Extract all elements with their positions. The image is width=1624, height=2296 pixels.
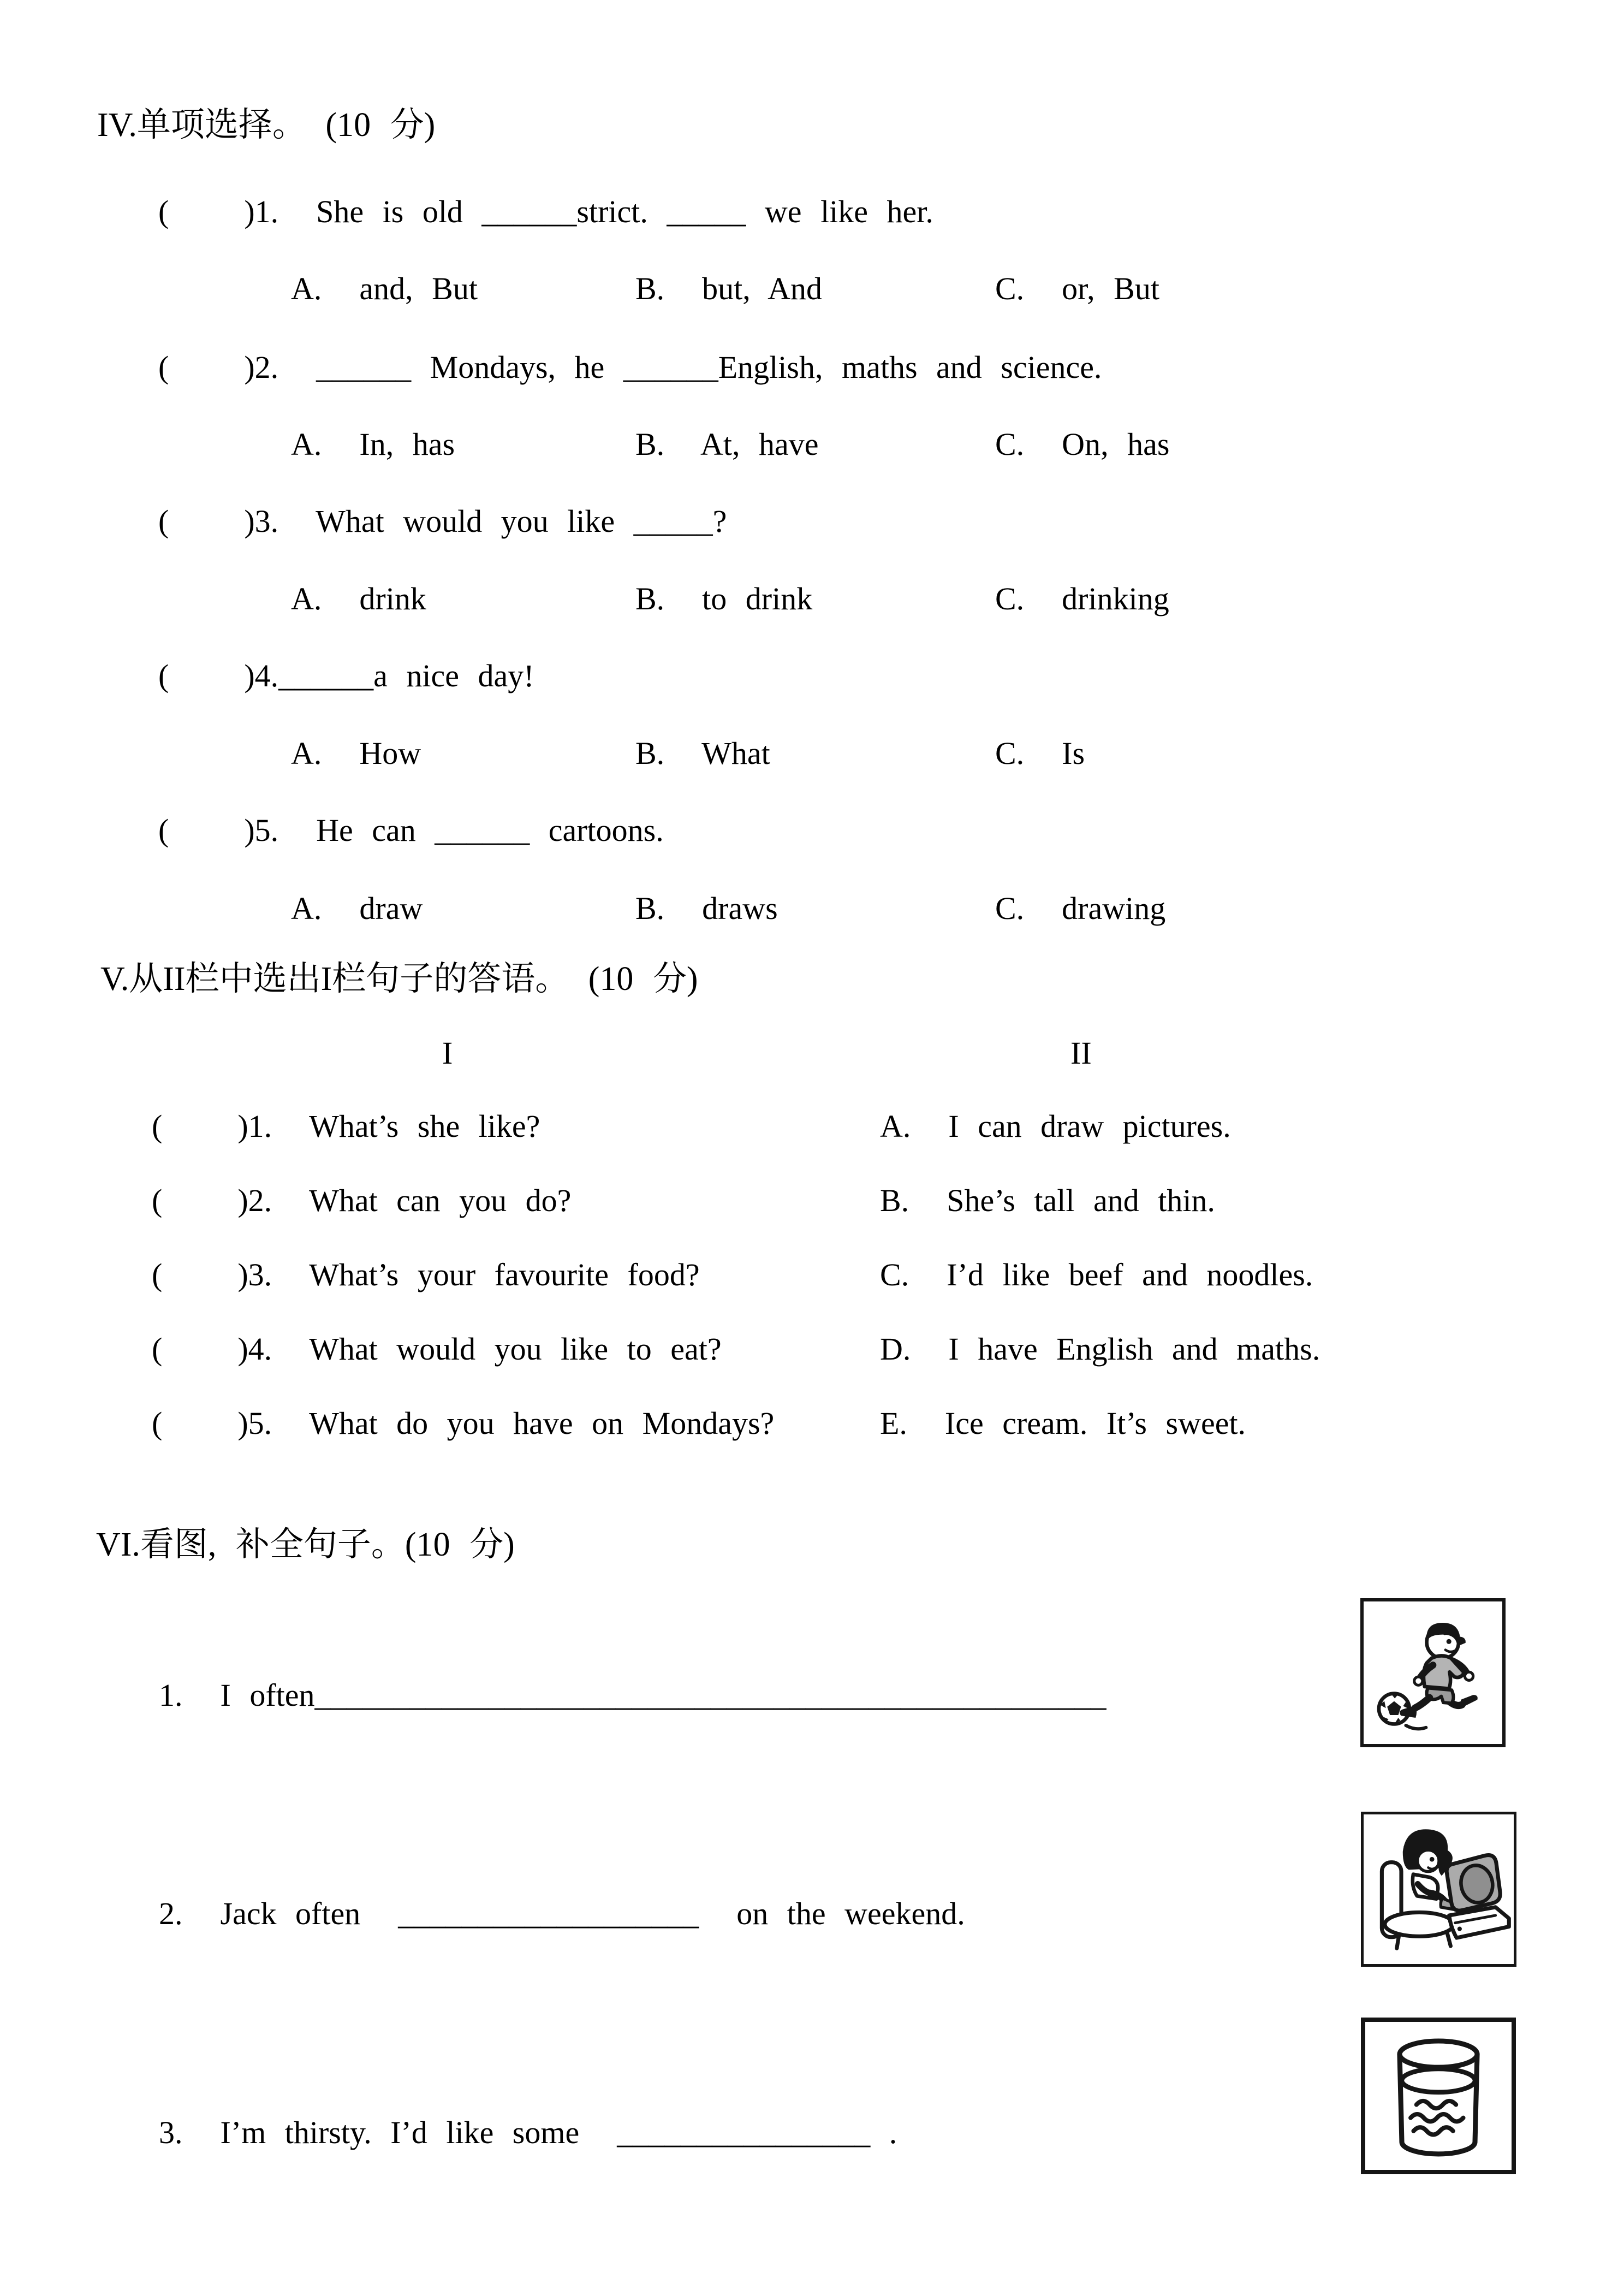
match-left-4: ( )4. What would you like to eat? [152,1331,722,1367]
mc-question-2-stem: ( )2. ______ Mondays, he ______English, maths and science. [158,349,1102,385]
column-ii-header: II [1070,1035,1092,1071]
mc-q2-option-c: C. On, has [995,426,1170,462]
boy-kicking-football-icon [1364,1601,1502,1744]
match-right-d: D. I have English and maths. [880,1331,1320,1367]
mc-question-2-options [0,426,1624,470]
match-left-3: ( )3. What’s your favourite food? [152,1257,700,1292]
mc-q4-option-c: C. Is [995,735,1085,771]
picture-glass-of-water [1361,2018,1516,2174]
section-iv-title: IV.单项选择。 (10 分) [97,106,436,144]
section-vi-title: VI.看图, 补全句子。(10 分) [96,1526,515,1563]
fill-item-1: 1. I often__________________________________________________ [159,1677,1107,1713]
fill-item-3: 3. I’m thirsty. I’d like some ________________ . [159,2115,897,2150]
mc-q2-option-a: A. In, has [291,426,455,462]
mc-q3-option-b: B. to drink [635,581,813,616]
mc-question-3-options [0,580,1624,624]
girl-watching-tv-icon [1364,1814,1514,1964]
match-right-e: E. Ice cream. It’s sweet. [880,1405,1246,1441]
match-left-1: ( )1. What’s she like? [152,1108,540,1144]
mc-question-4-options [0,735,1624,779]
mc-question-5-options [0,890,1624,934]
fill-item-2: 2. Jack often ___________________ on the weekend. [159,1896,965,1931]
mc-q1-option-b: B. but, And [635,271,822,306]
mc-q4-option-b: B. What [635,735,770,771]
mc-q1-option-c: C. or, But [995,271,1159,306]
mc-question-1-stem: ( )1. She is old ______strict. _____ we like her. [158,194,933,229]
match-right-a: A. I can draw pictures. [880,1108,1231,1144]
mc-q4-option-a: A. How [291,735,421,771]
match-right-b: B. She’s tall and thin. [880,1183,1215,1218]
glass-of-water-icon [1365,2022,1512,2170]
mc-q5-option-b: B. draws [635,891,778,926]
mc-question-1-options [0,270,1624,314]
match-right-c: C. I’d like beef and noodles. [880,1257,1313,1292]
picture-boy-kicking-football [1360,1598,1506,1747]
column-i-header: I [442,1035,453,1071]
match-left-2: ( )2. What can you do? [152,1183,572,1218]
mc-q5-option-c: C. drawing [995,891,1166,926]
mc-question-3-stem: ( )3. What would you like _____? [158,503,727,539]
mc-q5-option-a: A. draw [291,891,423,926]
mc-question-5-stem: ( )5. He can ______ cartoons. [158,812,664,848]
match-left-5: ( )5. What do you have on Mondays? [152,1405,775,1441]
mc-q1-option-a: A. and, But [291,271,478,306]
mc-q3-option-c: C. drinking [995,581,1169,616]
section-v-title: V.从II栏中选出I栏句子的答语。 (10 分) [100,960,698,998]
mc-q2-option-b: B. At, have [635,426,819,462]
picture-girl-watching-tv [1361,1812,1516,1967]
mc-question-4-stem: ( )4.______a nice day! [158,658,534,693]
mc-q3-option-a: A. drink [291,581,426,616]
